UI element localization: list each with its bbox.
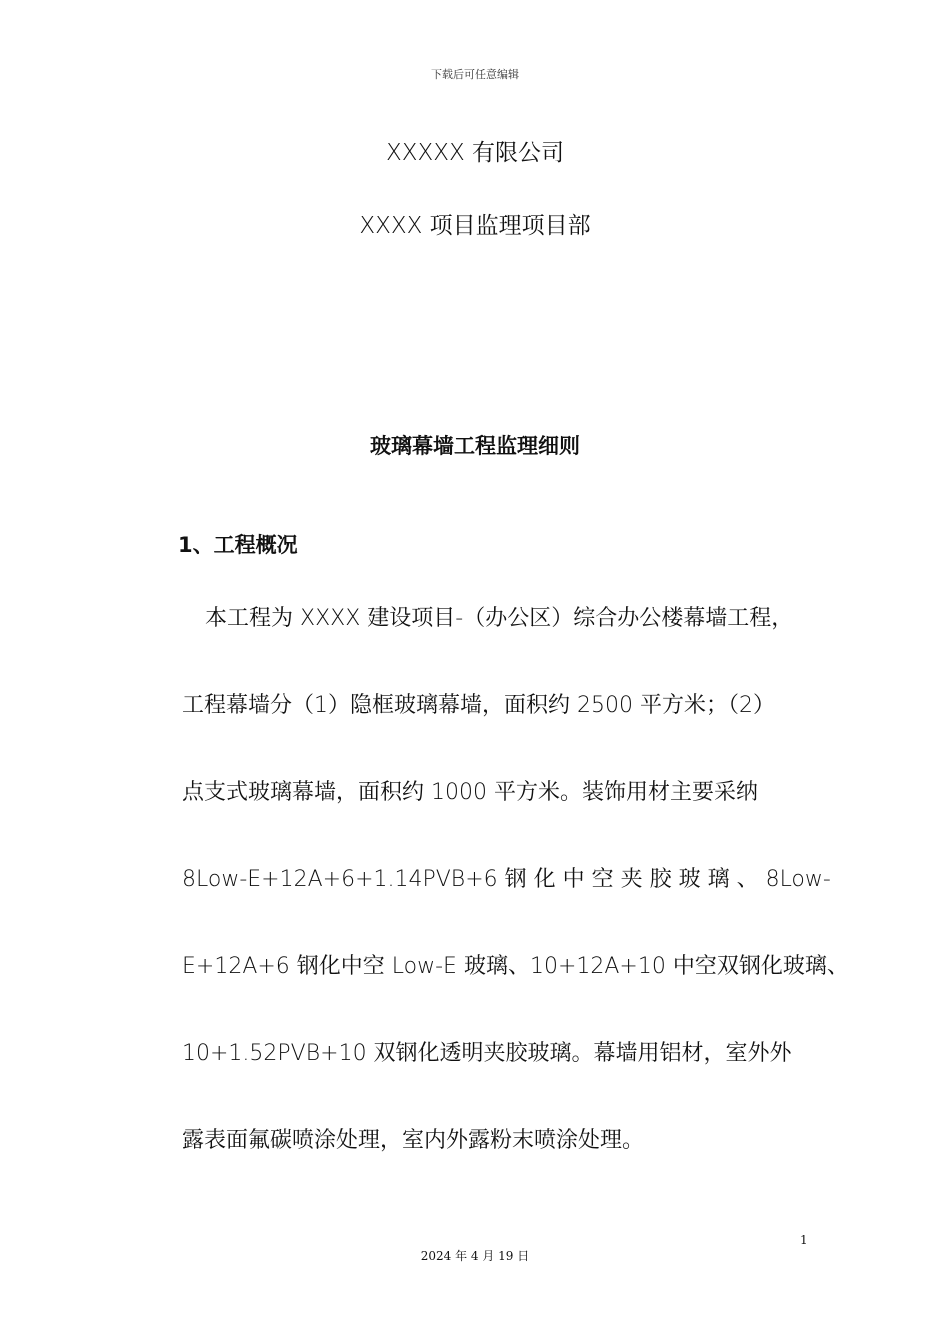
company-name: XXXXX 有限公司 [385, 140, 565, 166]
page-number: 1 [800, 1233, 808, 1247]
paragraph-line: 8Low-E+12A+6+1.14PVB+6 钢 化 中 空 夹 胶 玻 璃 、 8Low- [182, 867, 831, 892]
paragraph-line: 本工程为 XXXX 建设项目-（办公区）综合办公楼幕墙工程， [205, 606, 794, 631]
paragraph-line: 露表面氟碳喷涂处理，室内外露粉末喷涂处理。 [182, 1128, 645, 1153]
paragraph-line: 10+1.52PVB+10 双钢化透明夹胶玻璃。幕墙用铝材，室外外 [182, 1041, 792, 1066]
paragraph-line: 工程幕墙分（1）隐框玻璃幕墙，面积约 2500 平方米；（2） [182, 693, 775, 718]
header-note: 下载后可任意编辑 [431, 68, 519, 81]
section-heading: 1、工程概况 [178, 533, 298, 557]
document-title: 玻璃幕墙工程监理细则 [370, 434, 580, 458]
paragraph-line: E+12A+6 钢化中空 Low-E 玻璃、10+12A+10 中空双钢化玻璃、 [182, 954, 849, 979]
footer-date: 2024 年 4 月 19 日 [420, 1249, 530, 1263]
project-department: XXXX 项目监理项目部 [359, 213, 591, 239]
paragraph-line: 点支式玻璃幕墙，面积约 1000 平方米。装饰用材主要采纳 [182, 780, 758, 805]
